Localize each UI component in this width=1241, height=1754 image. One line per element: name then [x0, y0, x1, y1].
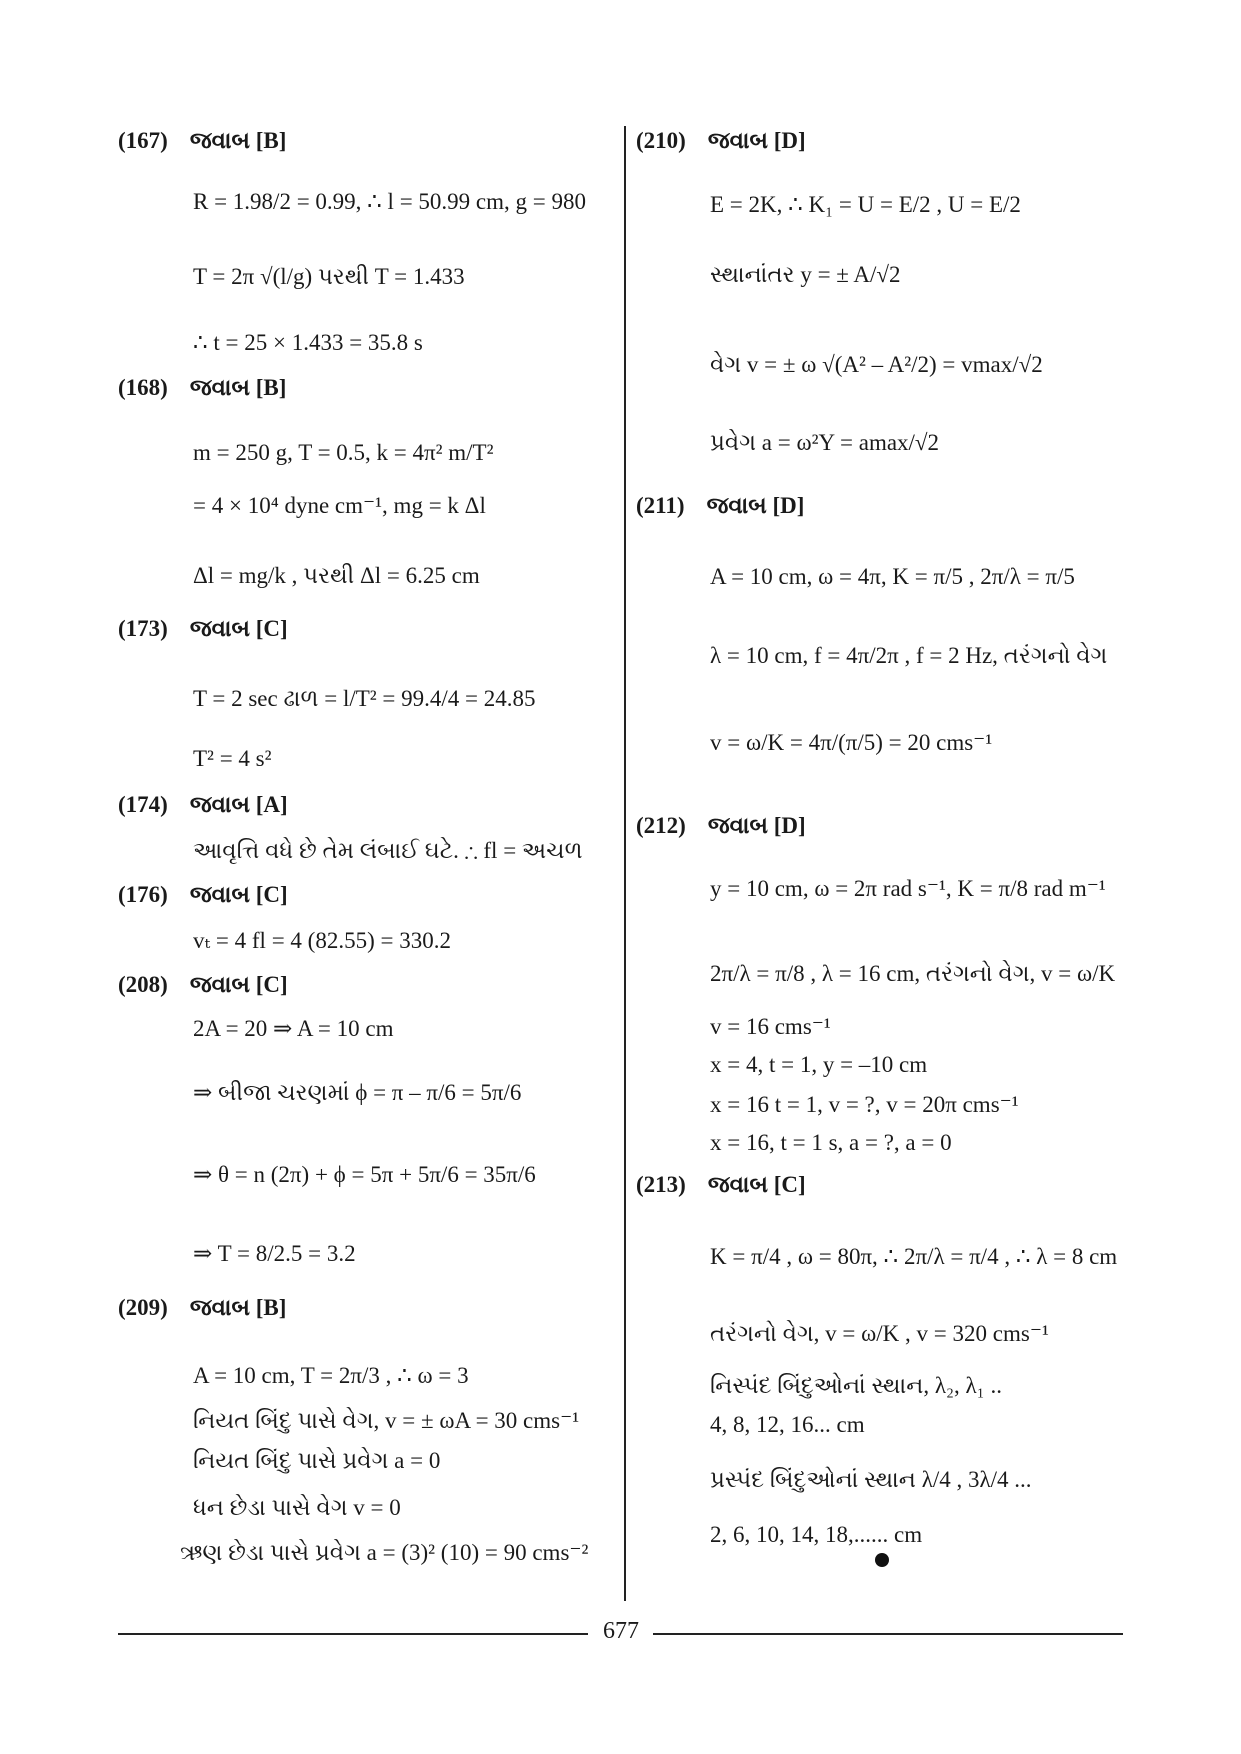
question-number: (176): [118, 882, 168, 907]
solution-line: સ્થાનાંતર y = ± A/√2: [710, 262, 901, 287]
solution-line: નિયત બિંદુ પાસે પ્રવેગ a = 0: [193, 1448, 441, 1473]
answer-label: જવાબ [D]: [707, 128, 806, 153]
solution-line: Δl = mg/k , પરથી Δl = 6.25 cm: [193, 563, 480, 588]
question-208: [118, 972, 288, 998]
solution-line: નિયત બિંદુ પાસે વેગ, v = ± ωA = 30 cms⁻¹: [193, 1408, 580, 1433]
question-number: (167): [118, 128, 168, 153]
solution-line: y = 10 cm, ω = 2π rad s⁻¹, K = π/8 rad m⁻¹: [710, 876, 1106, 901]
solution-line: v = ω/K = 4π/(π/5) = 20 cms⁻¹: [710, 730, 993, 755]
solution-line: T = 2 sec ઢાળ = l/T² = 99.4/4 = 24.85: [193, 686, 536, 711]
question-number: (173): [118, 616, 168, 641]
solution-line: 4, 8, 12, 16... cm: [710, 1412, 865, 1437]
solution-line: A = 10 cm, ω = 4π, K = π/5 , 2π/λ = π/5: [710, 564, 1075, 589]
question-number: (209): [118, 1295, 168, 1320]
solution-line: ∴ t = 25 × 1.433 = 35.8 s: [193, 330, 423, 355]
solution-line: ⇒ T = 8/2.5 = 3.2: [193, 1241, 356, 1266]
solution-line: તરંગનો વેગ, v = ω/K , v = 320 cms⁻¹: [710, 1321, 1049, 1346]
solution-line: E = 2K, ∴ K₁ = U = E/2 , U = E/2: [710, 192, 1021, 217]
solution-line: λ = 10 cm, f = 4π/2π , f = 2 Hz, તરંગનો વેગ: [710, 643, 1108, 668]
question-168: [118, 375, 286, 401]
solution-line: વેગ v = ± ω √(A² – A²/2) = vmax/√2: [710, 352, 1043, 377]
question-210: [636, 128, 806, 154]
question-number: (212): [636, 813, 686, 838]
answer-label: જવાબ [D]: [706, 493, 805, 518]
answer-label: જવાબ [B]: [189, 128, 287, 153]
solution-line: ⇒ θ = n (2π) + ϕ = 5π + 5π/6 = 35π/6: [193, 1162, 536, 1187]
solution-line: આવૃત્તિ વધે છે તેમ લંબાઈ ઘટે. ∴ fl = અચળ: [193, 838, 583, 863]
question-209: [118, 1295, 286, 1321]
solution-line: નિસ્પંદ બિંદુઓનાં સ્થાન, λ₂, λ₁ ..: [710, 1373, 1002, 1398]
footer-rule-right: [653, 1633, 1123, 1635]
solution-line: 2π/λ = π/8 , λ = 16 cm, તરંગનો વેગ, v = ω/K: [710, 961, 1116, 986]
answer-label: જવાબ [B]: [189, 375, 287, 400]
question-number: (211): [636, 493, 685, 518]
footer-rule-left: [118, 1633, 588, 1635]
question-212: [636, 813, 806, 839]
answer-label: જવાબ [C]: [707, 1172, 806, 1197]
solution-line: vₜ = 4 fl = 4 (82.55) = 330.2: [193, 928, 451, 953]
solution-line: = 4 × 10⁴ dyne cm⁻¹, mg = k Δl: [193, 493, 486, 518]
solution-line: m = 250 g, T = 0.5, k = 4π² m/T²: [193, 440, 494, 465]
end-bullet: [875, 1553, 889, 1567]
solution-line: T = 2π √(l/g) પરથી T = 1.433: [193, 264, 465, 289]
solution-line: x = 4, t = 1, y = –10 cm: [710, 1052, 928, 1077]
answer-label: જવાબ [D]: [707, 813, 806, 838]
answer-label: જવાબ [C]: [189, 972, 288, 997]
question-number: (174): [118, 792, 168, 817]
question-167: [118, 128, 286, 154]
question-173: [118, 616, 288, 642]
question-176: [118, 882, 288, 908]
question-number: (210): [636, 128, 686, 153]
question-number: (208): [118, 972, 168, 997]
solution-line: A = 10 cm, T = 2π/3 , ∴ ω = 3: [193, 1363, 469, 1388]
solution-line: ધન છેડા પાસે વેગ v = 0: [193, 1495, 401, 1520]
solution-line: v = 16 cms⁻¹: [710, 1014, 831, 1039]
answer-label: જવાબ [B]: [189, 1295, 287, 1320]
answer-label: જવાબ [A]: [189, 792, 288, 817]
solution-line: R = 1.98/2 = 0.99, ∴ l = 50.99 cm, g = 980: [193, 189, 586, 214]
answer-label: જવાબ [C]: [189, 882, 288, 907]
question-213: [636, 1172, 806, 1198]
solution-line: 2A = 20 ⇒ A = 10 cm: [193, 1016, 394, 1041]
solution-line: x = 16, t = 1 s, a = ?, a = 0: [710, 1130, 952, 1155]
solution-line: T² = 4 s²: [193, 746, 272, 771]
question-211: [636, 493, 804, 519]
answer-label: જવાબ [C]: [189, 616, 288, 641]
column-divider: [624, 126, 626, 1601]
question-174: [118, 792, 288, 818]
solution-line: ઋણ છેડા પાસે પ્રવેગ a = (3)² (10) = 90 cms⁻²: [180, 1540, 589, 1565]
solution-line: પ્રવેગ a = ω²Y = amax/√2: [710, 430, 940, 455]
solution-line: પ્રસ્પંદ બિંદુઓનાં સ્થાન λ/4 , 3λ/4 ...: [710, 1467, 1032, 1492]
question-number: (213): [636, 1172, 686, 1197]
page-number: 677: [603, 1618, 639, 1644]
solution-line: K = π/4 , ω = 80π, ∴ 2π/λ = π/4 , ∴ λ = 8 cm: [710, 1244, 1118, 1269]
solution-line: x = 16 t = 1, v = ?, v = 20π cms⁻¹: [710, 1092, 1019, 1117]
solution-line: ⇒ બીજા ચરણમાં ϕ = π – π/6 = 5π/6: [193, 1080, 522, 1105]
solution-line: 2, 6, 10, 14, 18,...... cm: [710, 1522, 923, 1547]
question-number: (168): [118, 375, 168, 400]
